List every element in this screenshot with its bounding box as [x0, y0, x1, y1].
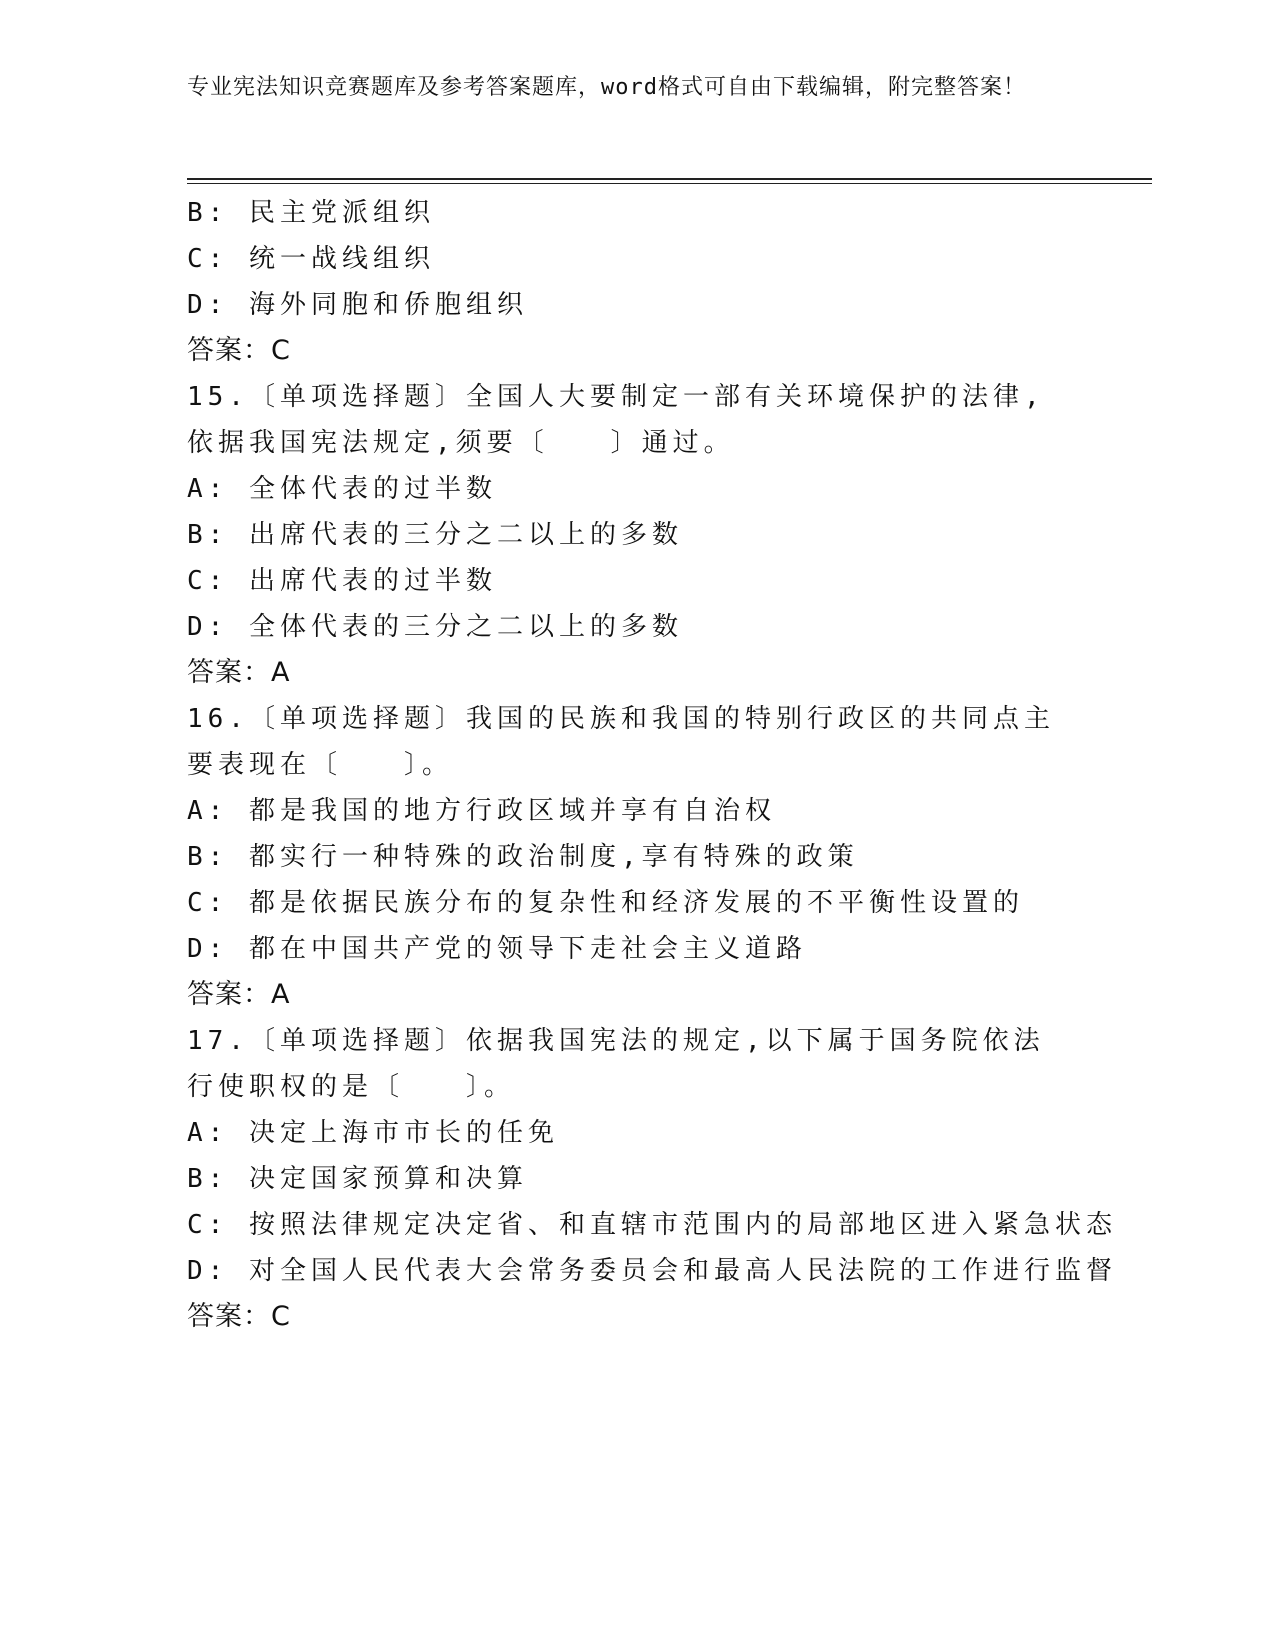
option-c: C: 出席代表的过半数 [187, 566, 497, 596]
option-c: C: 统一战线组织 [187, 244, 435, 274]
option-b: B: 决定国家预算和决算 [187, 1164, 528, 1194]
option-d: D: 都在中国共产党的领导下走社会主义道路 [187, 934, 807, 964]
option-b: B: 都实行一种特殊的政治制度,享有特殊的政策 [187, 842, 859, 872]
question-text: 16.〔单项选择题〕我国的民族和我国的特别行政区的共同点主要表现在〔 〕。 [187, 704, 1055, 780]
option-c: C: 都是依据民族分布的复杂性和经济发展的不平衡性设置的 [187, 888, 1024, 918]
header-divider-thin [187, 183, 1152, 184]
answer: 答案：C [187, 335, 291, 366]
question-16 [187, 696, 1107, 1018]
option-a: A: 都是我国的地方行政区域并享有自治权 [187, 796, 776, 826]
document-header: 专业宪法知识竞赛题库及参考答案题库，word格式可自由下载编辑，附完整答案！ [187, 75, 1026, 100]
header-divider [187, 178, 1152, 180]
option-d: D: 海外同胞和侨胞组织 [187, 290, 528, 320]
option-a: A: 全体代表的过半数 [187, 474, 497, 504]
option-c: C: 按照法律规定决定省、和直辖市范围内的局部地区进入紧急状态 [187, 1210, 1117, 1240]
answer: 答案：A [187, 979, 291, 1010]
option-d: D: 全体代表的三分之二以上的多数 [187, 612, 683, 642]
question-text: 17.〔单项选择题〕依据我国宪法的规定,以下属于国务院依法行使职权的是〔 〕。 [187, 1026, 1045, 1102]
question-14-tail [187, 190, 1107, 374]
option-a: A: 决定上海市市长的任免 [187, 1118, 559, 1148]
question-17 [187, 1018, 1117, 1340]
answer: 答案：A [187, 657, 291, 688]
option-b: B: 民主党派组织 [187, 198, 435, 228]
question-15 [187, 374, 1107, 696]
question-content [187, 190, 1117, 1340]
answer: 答案：C [187, 1301, 291, 1332]
question-text: 15.〔单项选择题〕全国人大要制定一部有关环境保护的法律,依据我国宪法规定,须要〔 〕通过。 [187, 382, 1045, 458]
option-b: B: 出席代表的三分之二以上的多数 [187, 520, 683, 550]
option-d: D: 对全国人民代表大会常务委员会和最高人民法院的工作进行监督 [187, 1256, 1117, 1286]
